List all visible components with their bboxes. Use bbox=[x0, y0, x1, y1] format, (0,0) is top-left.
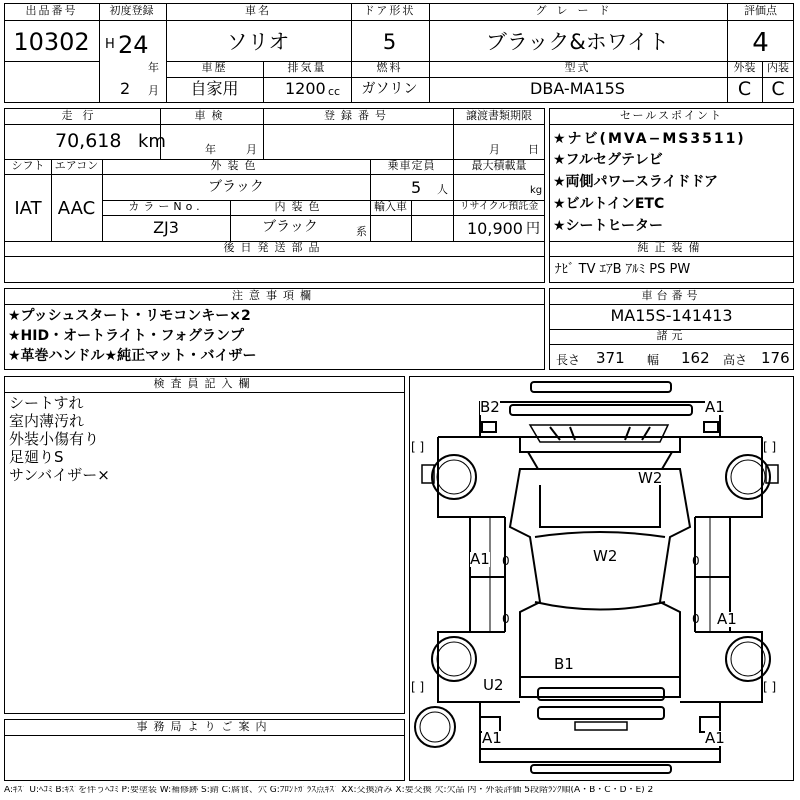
max-load-label: 最大積載量 bbox=[471, 159, 527, 172]
month-unit: 月 bbox=[148, 84, 159, 97]
height: 176 bbox=[761, 349, 790, 367]
exterior-grade-label: 外装 bbox=[733, 61, 756, 74]
car-outline bbox=[410, 377, 793, 780]
inspection-label: 車検 bbox=[194, 109, 229, 122]
equipment: ﾅﾋﾞ TV ｴｱB ｱﾙﾐ PS PW bbox=[555, 262, 691, 277]
displacement: 1200 bbox=[285, 79, 326, 98]
car-name: ソリオ bbox=[226, 30, 290, 54]
shift-label: シフト bbox=[11, 159, 45, 172]
inspection-month-unit: 月 bbox=[246, 143, 257, 156]
interior-color-suffix: 系 bbox=[356, 225, 367, 238]
later-parts-label: 後日発送部品 bbox=[223, 241, 326, 254]
damage-mark-w2-center: W2 bbox=[593, 547, 618, 565]
capacity: 5 bbox=[411, 178, 422, 197]
bracket-right: [ ] bbox=[763, 440, 777, 454]
exterior-grade: C bbox=[737, 78, 752, 100]
damage-mark-w2-roof: W2 bbox=[638, 469, 663, 487]
inspector-note-5: サンバイザー× bbox=[9, 466, 110, 484]
sales-point-4: ★ビルトインETC bbox=[553, 196, 665, 212]
length: 371 bbox=[596, 349, 625, 367]
damage-mark-b2: B2 bbox=[480, 398, 500, 416]
displacement-label: 排気量 bbox=[287, 61, 327, 74]
inspector-label: 検査員記入欄 bbox=[153, 377, 256, 390]
width: 162 bbox=[681, 349, 710, 367]
bracket-left-2: [ ] bbox=[411, 680, 425, 694]
zero-mark-right-2: 0 bbox=[692, 612, 700, 626]
note-3: ★革巻ハンドル★純正マット・バイザー bbox=[8, 348, 257, 364]
inspector-note-2: 室内薄汚れ bbox=[9, 412, 85, 430]
model-label: 型式 bbox=[564, 61, 591, 74]
reg-month: 2 bbox=[120, 79, 131, 98]
interior-grade-label: 内装 bbox=[767, 61, 789, 74]
zero-mark-left-2: 0 bbox=[502, 612, 510, 626]
damage-mark-a1-rear-left: A1 bbox=[482, 729, 502, 747]
sales-point-3: ★両側パワースライドドア bbox=[553, 174, 719, 190]
inspector-note-3: 外装小傷有り bbox=[9, 430, 100, 448]
office-label: 事務局よりご案内 bbox=[136, 720, 273, 733]
capacity-unit: 人 bbox=[437, 183, 448, 196]
damage-mark-a1-front: A1 bbox=[705, 398, 725, 416]
note-2: ★HID・オートライト・フォグランプ bbox=[8, 328, 244, 344]
color-number: ZJ3 bbox=[153, 218, 179, 237]
history: 自家用 bbox=[190, 79, 239, 98]
lot-number-label: 出品番号 bbox=[25, 4, 78, 17]
bracket-left: [ ] bbox=[411, 440, 425, 454]
width-label: 幅 bbox=[647, 353, 660, 367]
sales-point-2: ★フルセグテレビ bbox=[553, 152, 663, 168]
score-label: 評価点 bbox=[744, 4, 777, 17]
transfer-day-unit: 日 bbox=[528, 143, 539, 156]
fuel: ガソリン bbox=[361, 81, 418, 97]
grade: ブラック&ホワイト bbox=[485, 30, 670, 54]
bracket-right-2: [ ] bbox=[763, 680, 777, 694]
damage-mark-b1: B1 bbox=[554, 655, 574, 673]
ac: AAC bbox=[57, 198, 96, 219]
model: DBA-MA15S bbox=[530, 79, 625, 98]
chassis-number: MA15S-141413 bbox=[610, 306, 733, 325]
mileage-label: 走行 bbox=[61, 109, 104, 122]
chassis-label: 車台番号 bbox=[641, 289, 702, 302]
lot-number: 10302 bbox=[13, 28, 90, 56]
history-label: 車歴 bbox=[201, 61, 228, 74]
doors: 5 bbox=[382, 30, 397, 54]
interior-color: ブラック bbox=[262, 219, 318, 235]
displacement-unit: cc bbox=[328, 85, 341, 98]
shift: IAT bbox=[14, 198, 42, 219]
recycle: 10,900 bbox=[467, 219, 523, 238]
reg-year: 24 bbox=[118, 31, 149, 59]
zero-mark-right-1: 0 bbox=[692, 554, 700, 568]
interior-color-label: 内装色 bbox=[274, 200, 326, 213]
max-load-unit: kg bbox=[530, 185, 543, 196]
recycle-unit: 円 bbox=[526, 221, 540, 237]
interior-grade: C bbox=[771, 78, 785, 100]
ac-label: エアコン bbox=[54, 159, 99, 172]
score: 4 bbox=[752, 28, 769, 58]
mileage: 70,618 bbox=[55, 130, 122, 152]
note-1: ★プッシュスタート・リモコンキー×2 bbox=[8, 308, 251, 324]
color-number-label: カラーNo. bbox=[128, 200, 204, 213]
height-label: 高さ bbox=[723, 353, 748, 367]
legend: A:ｷｽﾞ U:ﾍｺﾐ B:ｷｽﾞを伴うﾍｺﾐ P:要塗装 W:補修跡 S:錆 C:腐食、穴 G:ﾌﾛﾝﾄｶﾞﾗｽ点ｷｽﾞ XX:交換済み X:要交換 欠:欠品 内・外装評価 5段階ﾗﾝｸ順(A・B・C・D・E) 2 bbox=[4, 786, 654, 795]
inspection-year-unit: 年 bbox=[205, 143, 216, 156]
length-label: 長さ bbox=[556, 353, 581, 367]
first-registration-label: 初度登録 bbox=[109, 4, 154, 17]
transfer-deadline-label: 譲渡書類期限 bbox=[466, 109, 532, 122]
exterior-color-label: 外装色 bbox=[210, 159, 262, 172]
import-label: 輸入車 bbox=[374, 200, 407, 213]
fuel-label: 燃料 bbox=[376, 61, 403, 74]
damage-mark-a1-right: A1 bbox=[717, 610, 737, 628]
sales-point-5: ★シートヒーター bbox=[553, 218, 663, 234]
inspector-note-4: 足廻りS bbox=[9, 448, 64, 466]
sales-point-1: ★ナビ(MVA−MS3511) bbox=[553, 131, 746, 147]
zero-mark-left-1: 0 bbox=[502, 554, 510, 568]
car-name-label: 車名 bbox=[245, 4, 271, 17]
recycle-label: リサイクル預託金 bbox=[459, 201, 539, 212]
transfer-month-unit: 月 bbox=[489, 143, 500, 156]
dimensions-label: 諸元 bbox=[656, 329, 687, 342]
door-label: ドア形状 bbox=[363, 4, 416, 17]
damage-mark-a1-rear-right: A1 bbox=[705, 729, 725, 747]
sales-points-label: セールスポイント bbox=[619, 109, 723, 122]
damage-diagram bbox=[409, 376, 794, 781]
damage-mark-a1-left: A1 bbox=[470, 550, 490, 568]
grade-label: グレード bbox=[535, 4, 620, 17]
era: H bbox=[105, 37, 115, 52]
capacity-label: 乗車定員 bbox=[387, 159, 436, 172]
equipment-label: 純正装備 bbox=[637, 241, 706, 254]
notes-label: 注意事項欄 bbox=[232, 289, 317, 302]
inspector-note-1: シートすれ bbox=[9, 394, 84, 412]
year-unit: 年 bbox=[148, 61, 159, 74]
registration-number-label: 登録番号 bbox=[324, 109, 392, 122]
mileage-unit: km bbox=[138, 131, 166, 152]
damage-mark-u2: U2 bbox=[483, 676, 504, 694]
exterior-color: ブラック bbox=[208, 179, 264, 195]
